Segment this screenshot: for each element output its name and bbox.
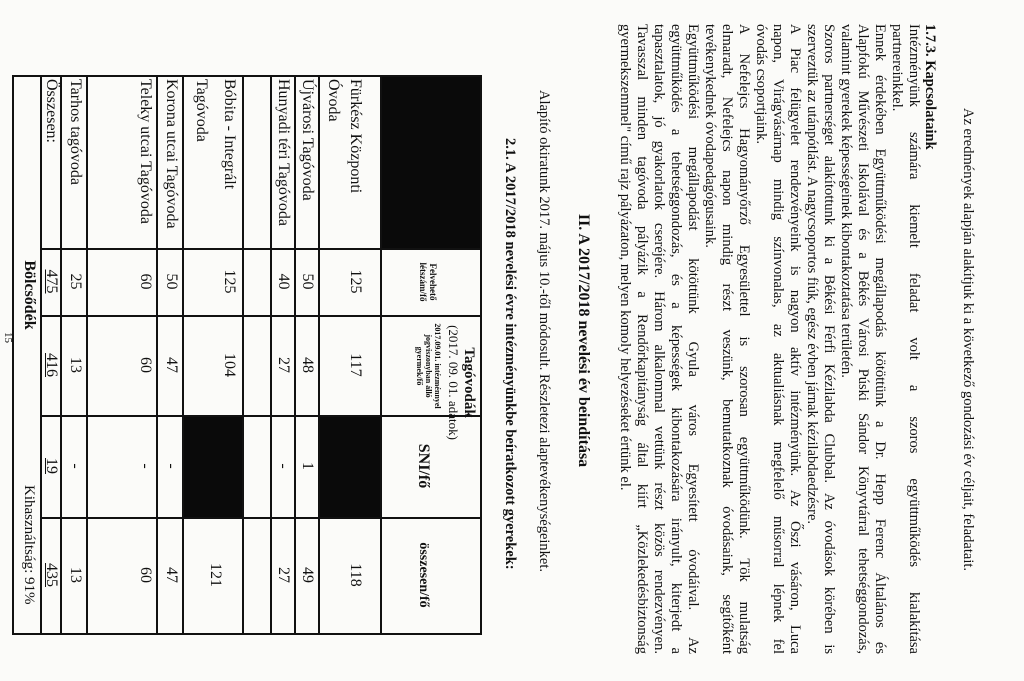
paragraph-line: Együttműködési megállapodást kötöttünk Gyula város Egyesített óvodáival. Az [685, 24, 701, 654]
grid-line [481, 75, 483, 635]
cell-osszesen: 121 [207, 563, 224, 587]
grid-line [271, 75, 273, 635]
paragraph-line: együttműködés a tehetséggondozás, és a képességek kibontakozására irányult, kiterjedt a [668, 24, 684, 654]
cell-osszesen: 60 [137, 567, 154, 583]
page-number: 15 [2, 332, 14, 343]
table-row-name: Óvoda [325, 79, 342, 122]
section-21-heading: 2.1. A 2017/2018 nevelési évre intézményünkbe beíratkozott gyerekek: [502, 138, 518, 570]
grid-line [13, 75, 15, 635]
table-row-name: Tarhos tagóvoda [67, 79, 84, 185]
cell-osszesen: 27 [275, 567, 292, 583]
cell-felveheto: 40 [275, 273, 292, 290]
bolcsodek-label: Bölcsődék [21, 260, 38, 330]
col-header-jogviszony: 2017.09.01. intézménnyel jogviszonyban álló gyermek/fő [415, 323, 442, 409]
sni-shade-row4 [184, 415, 244, 517]
table-row-name: Tagóvoda [193, 79, 210, 142]
cell-osszesen: 118 [347, 563, 364, 587]
paragraph-line: tapasztalatok, jó gyakorlatok cseréjére. Három alkalommal vettünk részt közös rendezvényen. [651, 24, 667, 654]
cell-jogviszony: 48 [299, 357, 316, 373]
cell-jogviszony: 104 [221, 353, 238, 377]
intro-line: Az eredmények alapján alakítjuk ki a következő gondozási év céljait, feladatait. [960, 108, 976, 571]
cell-jogviszony: 47 [163, 357, 180, 373]
cell-sni: - [67, 463, 84, 469]
table-row-name: Újvárosi Tagóvoda [299, 79, 316, 201]
section-ii-heading: II. A 2017/2018 nevelési év beindítása [575, 213, 592, 468]
paragraph-line: tevékenykednek óvodapedagógusaink. [702, 24, 718, 248]
total-label: Összesen: [43, 79, 60, 143]
paragraph-line: Intézményünk számára kiemelt feladat volt a szoros együttműködés kialakítása [906, 24, 922, 654]
grid-line [295, 75, 297, 635]
paragraph-line: óvodás csoportjaink. [753, 24, 769, 145]
total-sni: 19 [43, 458, 60, 474]
enrollment-table [12, 75, 482, 635]
table-row-name: Teleky utcai Tagóvoda [137, 79, 154, 224]
paragraph-line: partnereinkkel. [889, 24, 905, 112]
cell-felveheto: 125 [221, 269, 238, 294]
col-header-sni: SNI/fő [415, 443, 432, 489]
grid-line [12, 633, 482, 635]
cell-osszesen: 49 [299, 567, 316, 583]
table-row-name: Korona utcai Tagóvoda [163, 79, 180, 229]
paragraph-line: A Nefelejcs Hagyományőrző Egyesülettel is szorosan együttműködünk. Tök mulatság [736, 24, 752, 654]
paragraph-line: A Piac felügyelet rendezvényeink is nagyon aktív intézményünk. Az Őszi vásáron, Luca [787, 24, 803, 654]
grid-line [61, 75, 63, 635]
paragraph-line: Ennek érdekében Együttműködési megállapodás kötöttünk a Dr. Hepp Ferenc Általános és [872, 24, 888, 654]
alapito-okirat-line: Alapító okiratunk 2017. május 10.-től módosult. Részletezi alaptevékenységeinket. [536, 90, 552, 573]
table-row-name: Hunyadi téri Tagóvoda [275, 79, 292, 226]
grid-line [42, 315, 482, 317]
cell-felveheto: 25 [67, 273, 84, 290]
cell-sni: - [163, 463, 180, 469]
grid-line [183, 75, 185, 635]
header-shade-left [382, 75, 482, 248]
cell-sni: - [137, 463, 154, 469]
grid-line [87, 75, 89, 635]
section-173-heading: 1.7.3. Kapcsolataink [922, 24, 938, 150]
cell-sni: - [275, 463, 292, 469]
total-jogviszony: 416 [43, 353, 60, 377]
table-row-name: Bóbita - Integrált [221, 79, 238, 190]
grid-line [243, 75, 245, 635]
table-title: Tagóvodák [461, 347, 477, 418]
sni-shade-row1 [320, 415, 382, 517]
paragraph-line: szerveztük az utánpótlást. A nagycsoportos fiúk, egész évben járnak kézilabdaedzésre. [804, 24, 820, 525]
cell-sni: 1 [299, 462, 316, 470]
cell-jogviszony: 60 [137, 357, 154, 373]
col-header-osszesen: összesen/fő [416, 542, 431, 608]
cell-felveheto: 60 [137, 273, 154, 290]
grid-line [157, 75, 159, 635]
paragraph-line: elmaradt, Nefelejcs napon mindig részt veszünk, bemutatkoznak óvodásaink, segítőként [719, 24, 735, 654]
paragraph-line: valamint gyerekek képességeinek kibontakoztatása területén. [838, 24, 854, 378]
total-osszesen: 435 [43, 563, 60, 587]
cell-jogviszony: 27 [275, 357, 292, 373]
grid-line [42, 248, 482, 250]
cell-jogviszony: 117 [347, 353, 364, 377]
paragraph-line: Tavasszal minden tagóvoda pályázik a Rendőrkapitányság által kiírt „Közlekedésbiztonság [634, 24, 650, 654]
cell-osszesen: 47 [163, 567, 180, 583]
grid-line [381, 75, 383, 635]
total-felveheto: 475 [43, 269, 60, 294]
paragraph-line: napon, Virágvásárnap mindig színvonalas, az aktualiásnak megfelelő műsorral lépnek fel [770, 24, 786, 654]
table-row-name: Fürkész Központi [347, 79, 364, 194]
grid-line [12, 75, 482, 77]
cell-jogviszony: 13 [67, 357, 84, 373]
cell-osszesen: 13 [67, 567, 84, 583]
kihasznaltsag-label: Kihasználtság: 91% [21, 485, 37, 605]
paragraph-line: Szoros partnerséget alakítottunk ki a Békési Férfi Kézilabda Clubbal. Az óvodások körében is [821, 24, 837, 654]
cell-felveheto: 125 [347, 269, 364, 294]
cell-felveheto: 50 [299, 273, 316, 290]
col-header-felveheto: Felvehető létszám/fő [418, 262, 438, 302]
paragraph-line: gyermekszemmel" című rajz pályázaton, melyen komoly helyezéseket értünk el. [617, 24, 633, 491]
cell-felveheto: 50 [163, 273, 180, 290]
table-subtitle: (2017. 09. 01. adatok) [446, 325, 461, 440]
paragraph-line: Alapfokú Művészeti Iskolával és a Békés Városi Púski Sándor Könyvtárral tehetséggondozás, [855, 24, 871, 654]
grid-line [319, 75, 321, 635]
